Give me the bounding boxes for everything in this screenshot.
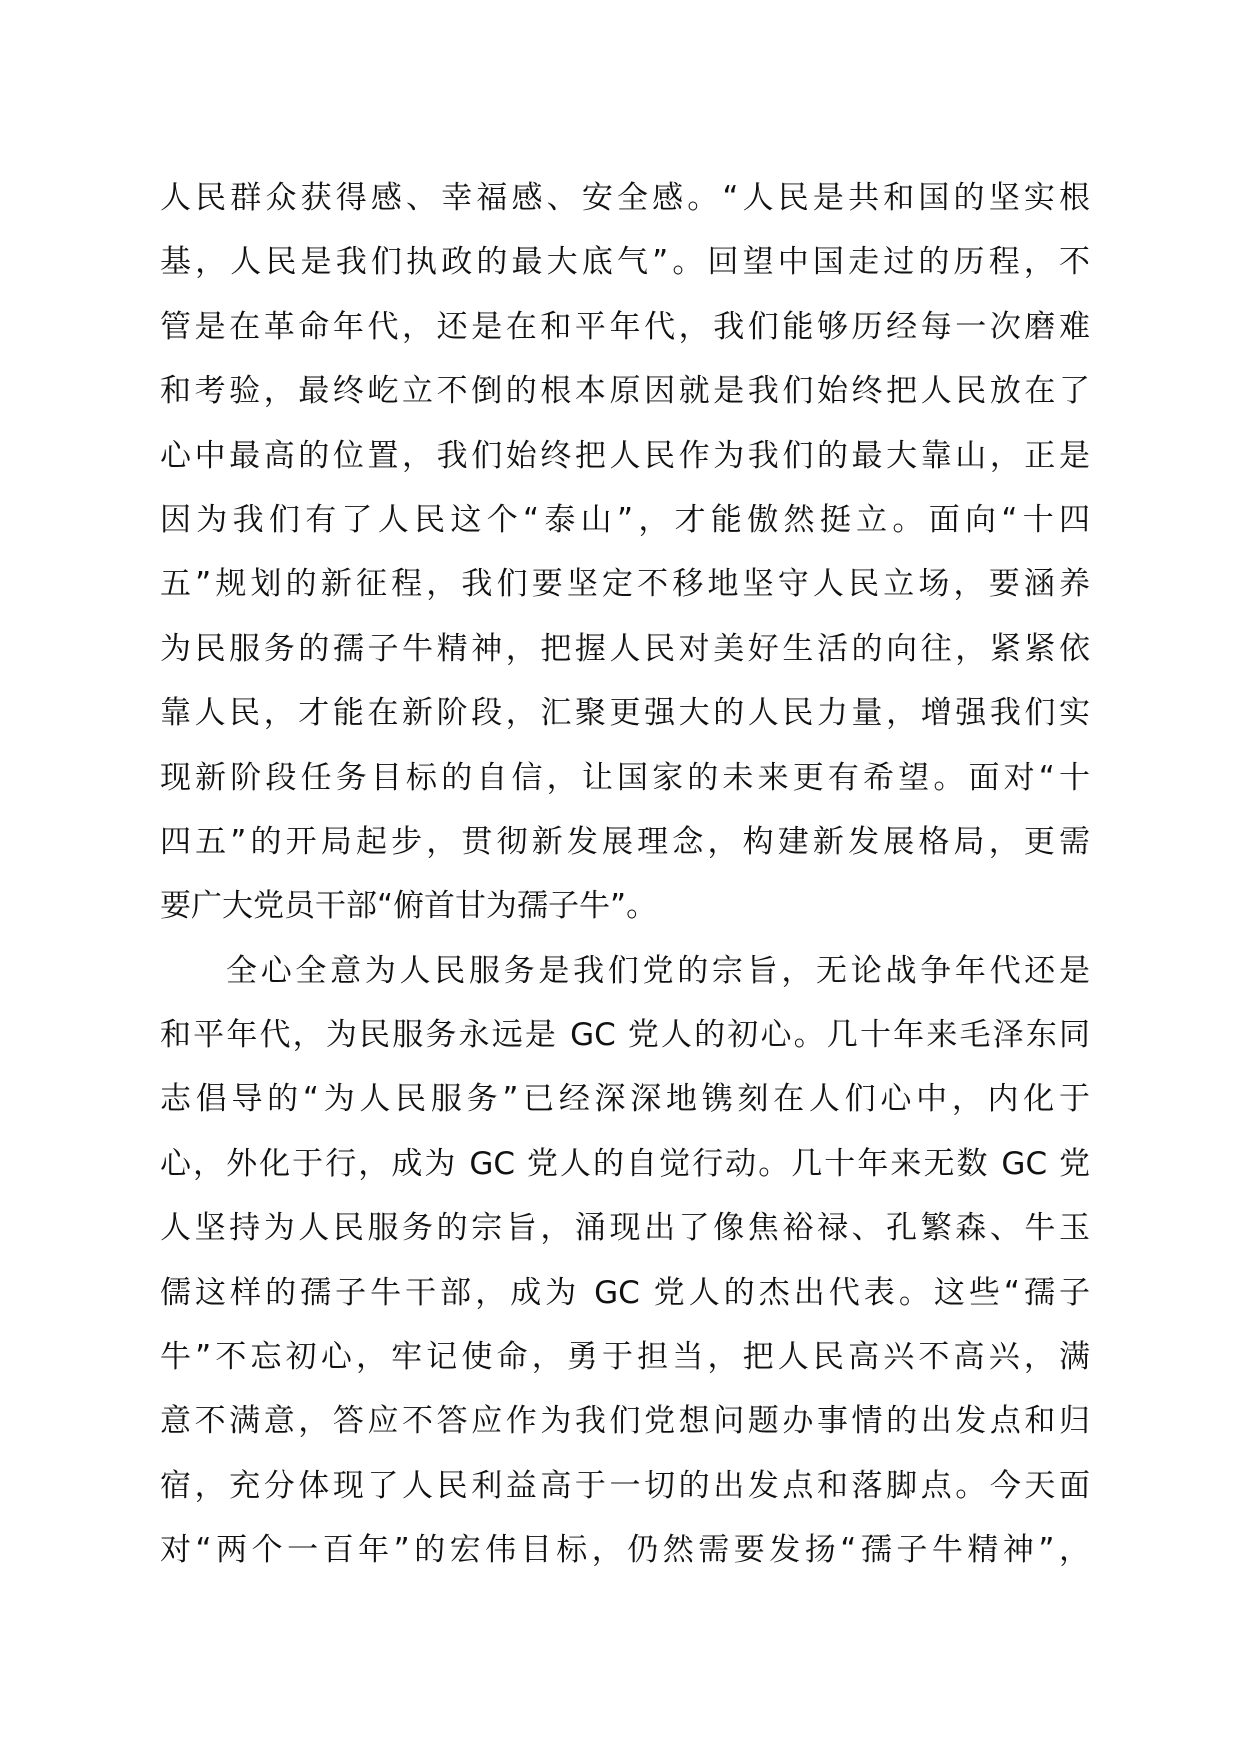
text-line: 人民群众获得感、幸福感、安全感。“人民是共和国的坚实根 bbox=[160, 180, 1090, 216]
text-line: 对“两个一百年”的宏伟目标，仍然需要发扬“孺子牛精神”， bbox=[160, 1532, 1090, 1569]
text-line: 志倡导的“为人民服务”已经深深地镌刻在人们心中，内化于 bbox=[160, 1081, 1090, 1118]
text-line: 四五”的开局起步，贯彻新发展理念，构建新发展格局，更需 bbox=[160, 823, 1090, 860]
paragraph-2 bbox=[160, 939, 1090, 1583]
text-line: 意不满意，答应不答应作为我们党想问题办事情的出发点和归 bbox=[160, 1403, 1090, 1440]
text-line: 儒这样的孺子牛干部，成为 GC 党人的杰出代表。这些“孺子 bbox=[160, 1274, 1090, 1311]
text-line: 宿，充分体现了人民利益高于一切的出发点和落脚点。今天面 bbox=[160, 1467, 1090, 1504]
text-line: 和平年代，为民服务永远是 GC 党人的初心。几十年来毛泽东同 bbox=[160, 1017, 1090, 1054]
text-line: 现新阶段任务目标的自信，让国家的未来更有希望。面对“十 bbox=[160, 759, 1090, 796]
text-line: 要广大党员干部“俯首甘为孺子牛”。 bbox=[160, 888, 658, 925]
text-line: 基，人民是我们执政的最大底气”。回望中国走过的历程，不 bbox=[160, 244, 1090, 281]
document-body bbox=[160, 166, 1090, 1583]
text-line: 管是在革命年代，还是在和平年代，我们能够历经每一次磨难 bbox=[160, 308, 1090, 345]
text-line: 五”规划的新征程，我们要坚定不移地坚守人民立场，要涵养 bbox=[160, 566, 1090, 603]
text-line: 牛”不忘初心，牢记使命，勇于担当，把人民高兴不高兴，满 bbox=[160, 1339, 1090, 1376]
text-line: 靠人民，才能在新阶段，汇聚更强大的人民力量，增强我们实 bbox=[160, 695, 1090, 732]
paragraph-1 bbox=[160, 166, 1090, 939]
text-line: 人坚持为人民服务的宗旨，涌现出了像焦裕禄、孔繁森、牛玉 bbox=[160, 1210, 1090, 1247]
text-line: 为民服务的孺子牛精神，把握人民对美好生活的向往，紧紧依 bbox=[160, 630, 1090, 667]
text-line: 因为我们有了人民这个“泰山”，才能傲然挺立。面向“十四 bbox=[160, 501, 1090, 538]
text-line: 全心全意为人民服务是我们党的宗旨，无论战争年代还是 bbox=[226, 952, 1090, 989]
text-line: 心，外化于行，成为 GC 党人的自觉行动。几十年来无数 GC 党 bbox=[160, 1145, 1090, 1182]
text-line: 心中最高的位置，我们始终把人民作为我们的最大靠山，正是 bbox=[160, 437, 1090, 474]
text-line: 和考验，最终屹立不倒的根本原因就是我们始终把人民放在了 bbox=[160, 373, 1090, 410]
